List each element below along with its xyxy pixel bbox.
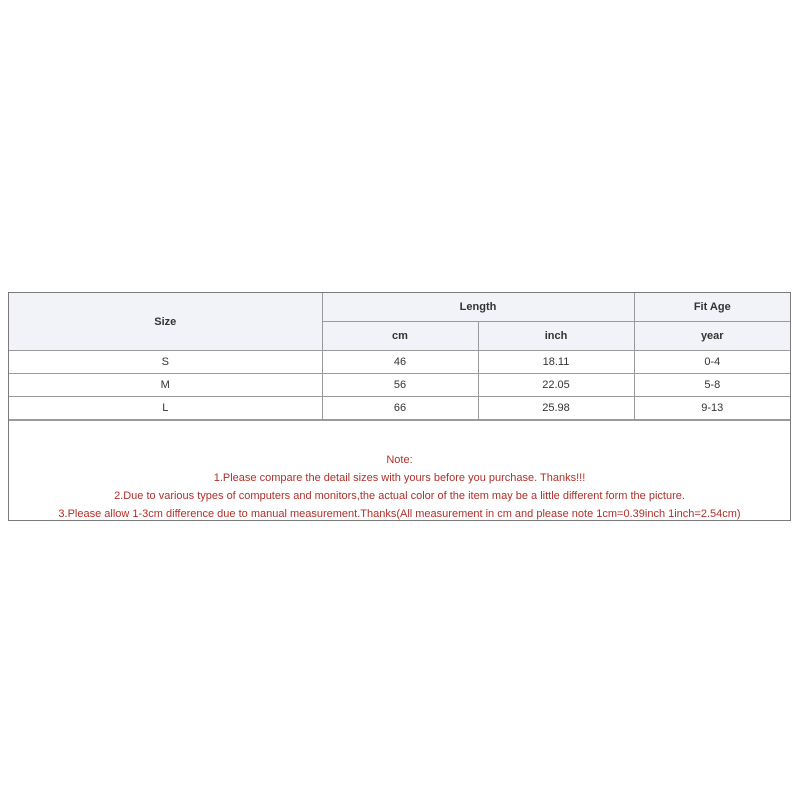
inch-header: inch xyxy=(478,322,634,351)
size-chart xyxy=(8,292,791,521)
cm-cell: 46 xyxy=(322,351,478,374)
inch-cell: 25.98 xyxy=(478,397,634,420)
table-row xyxy=(9,397,790,420)
header-row-1 xyxy=(9,293,790,322)
note-line-2: 2.Due to various types of computers and monitors,the actual color of the item may be a little different form the picture. xyxy=(114,490,685,502)
year-cell: 9-13 xyxy=(634,397,790,420)
cm-cell: 66 xyxy=(322,397,478,420)
size-cell: M xyxy=(9,374,322,397)
year-cell: 0-4 xyxy=(634,351,790,374)
size-cell: L xyxy=(9,397,322,420)
note-line-1: 1.Please compare the detail sizes with yours before you purchase. Thanks!!! xyxy=(213,472,586,484)
inch-cell: 18.11 xyxy=(478,351,634,374)
fit-age-header: Fit Age xyxy=(634,293,790,322)
year-cell: 5-8 xyxy=(634,374,790,397)
note-title: Note: xyxy=(386,454,413,466)
size-cell: S xyxy=(9,351,322,374)
cm-header: cm xyxy=(322,322,478,351)
size-table xyxy=(9,293,790,420)
length-header: Length xyxy=(322,293,634,322)
size-header: Size xyxy=(9,293,322,351)
inch-cell: 22.05 xyxy=(478,374,634,397)
table-row xyxy=(9,351,790,374)
cm-cell: 56 xyxy=(322,374,478,397)
year-header: year xyxy=(634,322,790,351)
table-row xyxy=(9,374,790,397)
note-line-3: 3.Please allow 1-3cm difference due to manual measurement.Thanks(All measurement in cm and please note 1cm=0.39inch 1inch=2.54cm) xyxy=(58,508,741,520)
notes-section xyxy=(9,420,790,520)
